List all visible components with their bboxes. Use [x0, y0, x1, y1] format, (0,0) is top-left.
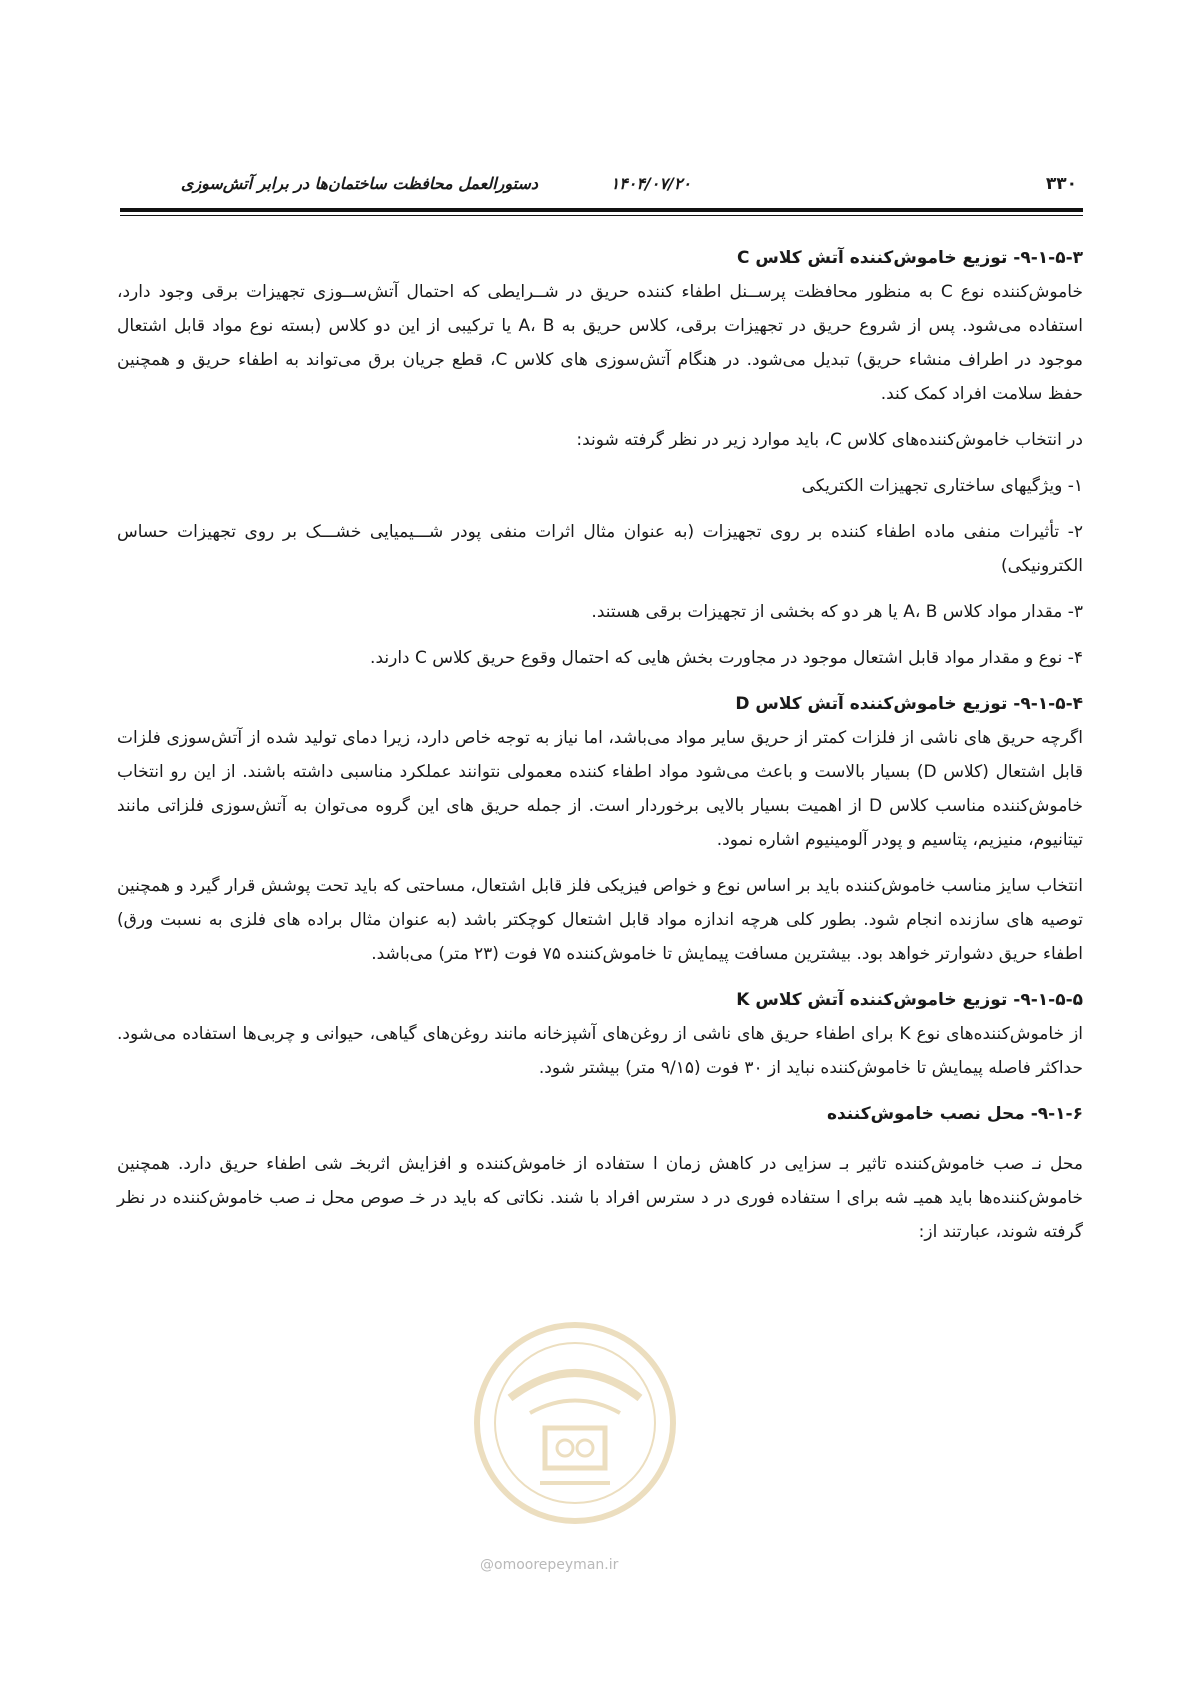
body-text — [117, 241, 1083, 1259]
paragraph: محل نـ صب خاموش‌کننده تاثیر بـ سزایی در کاهش زمان ا ستفاده از خاموش‌کننده و افزایش اثربخـ شی اطفاء حریق دارد. همچنین خاموش‌کننده‌ها باید همیـ شه برای ا ستفاده فوری در د سترس افراد با شند. نکاتی که باید در خـ صوص محل نـ صب خاموش‌کننده در نظر گرفته شوند، عبارتند از: — [117, 1154, 1083, 1242]
paragraph: در انتخاب خاموش‌کننده‌های کلاس C، باید موارد زیر در نظر گرفته شوند: — [576, 430, 1083, 450]
paragraph: خاموش‌کننده نوع C به منظور محافظت پرســنل اطفاء کننده حریق در شــرایطی که احتمال آتش‌ســوزی تجهیزات برقی وجود دارد، استفاده می‌شود. پس از شروع حریق در تجهیزات برقی، کلاس حریق به A، B یا ترکیبی از این دو کلاس (بسته نوع مواد قابل اشتعال موجود در اطراف منشاء حریق) تبدیل می‌شود. در هنگام آتش‌سوزی های کلاس C، قطع جریان برق می‌تواند به اطفاء حریق و همچنین حفظ سلامت افراد کمک کند. — [117, 282, 1084, 404]
section-heading: ۹-۱-۵-۴- توزیع خاموش‌کننده آتش کلاس D — [735, 694, 1083, 714]
header-rule-thin — [120, 215, 1083, 216]
page-number: ۳۳۰ — [1045, 174, 1077, 194]
section-class-k — [117, 983, 1083, 1085]
header-date: ۱۴۰۴/۰۷/۲۰ — [610, 174, 691, 193]
section-heading: ۹-۱-۵-۵- توزیع خاموش‌کننده آتش کلاس K — [736, 990, 1083, 1010]
paragraph: انتخاب سایز مناسب خاموش‌کننده باید بر اساس نوع و خواص فیزیکی فلز قابل اشتعال، مساحتی که باید تحت پوشش قرار گیرد و همچنین توصیه های سازنده انجام شود. بطور کلی هرچه اندازه مواد قابل اشتعال کوچکتر باشد (به عنوان مثال براده های فلزی به نسبت ورق) اطفاء حریق دشوارتر خواهد بود. بیشترین مسافت پیمایش تا خاموش‌کننده ۷۵ فوت (۲۳ متر) می‌باشد. — [117, 876, 1083, 964]
header-rule-thick — [120, 208, 1083, 212]
watermark-seal-icon — [470, 1318, 680, 1528]
running-header — [128, 174, 1083, 200]
section-heading: ۹-۱-۶- محل نصب خاموش‌کننده — [826, 1104, 1083, 1124]
list-item: ۴- نوع و مقدار مواد قابل اشتعال موجود در مجاورت بخش هایی که احتمال وقوع حریق کلاس C دارند. — [370, 648, 1083, 668]
list-item: ۳- مقدار مواد کلاس A، B یا هر دو که بخشی از تجهیزات برقی هستند. — [591, 602, 1083, 622]
watermark-text: @omoorepeyman.ir — [480, 1557, 619, 1573]
section-heading: ۹-۱-۵-۳- توزیع خاموش‌کننده آتش کلاس C — [736, 248, 1083, 268]
section-installation — [117, 1097, 1083, 1249]
section-class-c — [117, 241, 1083, 675]
list-item: ۱- ویژگیهای ساختاری تجهیزات الکتریکی — [801, 476, 1083, 496]
list-item: ۲- تأثیرات منفی ماده اطفاء کننده بر روی تجهیزات (به عنوان مثال اثرات منفی پودر شـــیمیایی خشـــک بر روی تجهیزات حساس الکترونیکی) — [117, 522, 1083, 576]
criteria-list — [117, 469, 1083, 675]
section-class-d — [117, 687, 1083, 971]
paragraph: اگرچه حریق های ناشی از فلزات کمتر از حریق سایر مواد می‌باشد، اما نیاز به توجه خاص دارد، زیرا دمای تولید شده از آتش‌سوزی فلزات قابل اشتعال (کلاس D) بسیار بالاست و باعث می‌شود مواد اطفاء کننده معمولی نتوانند عملکرد مناسبی داشته باشند. از این رو انتخاب خاموش‌کننده مناسب کلاس D از اهمیت بسیار بالایی برخوردار است. از جمله حریق های این گروه می‌توان به آتش‌سوزی فلزاتی مانند تیتانیوم، منیزیم، پتاسیم و پودر آلومینیوم اشاره نمود. — [117, 728, 1084, 850]
header-title: دستورالعمل محافظت ساختمان‌ها در برابر آتش‌سوزی — [180, 174, 538, 193]
paragraph: از خاموش‌کننده‌های نوع K برای اطفاء حریق های ناشی از روغن‌های آشپزخانه مانند روغن‌های گیاهی، حیوانی و چربی‌ها استفاده می‌شود. حداکثر فاصله پیمایش تا خاموش‌کننده نباید از ۳۰ فوت (۹/۱۵ متر) بیشتر شود. — [117, 1024, 1084, 1078]
